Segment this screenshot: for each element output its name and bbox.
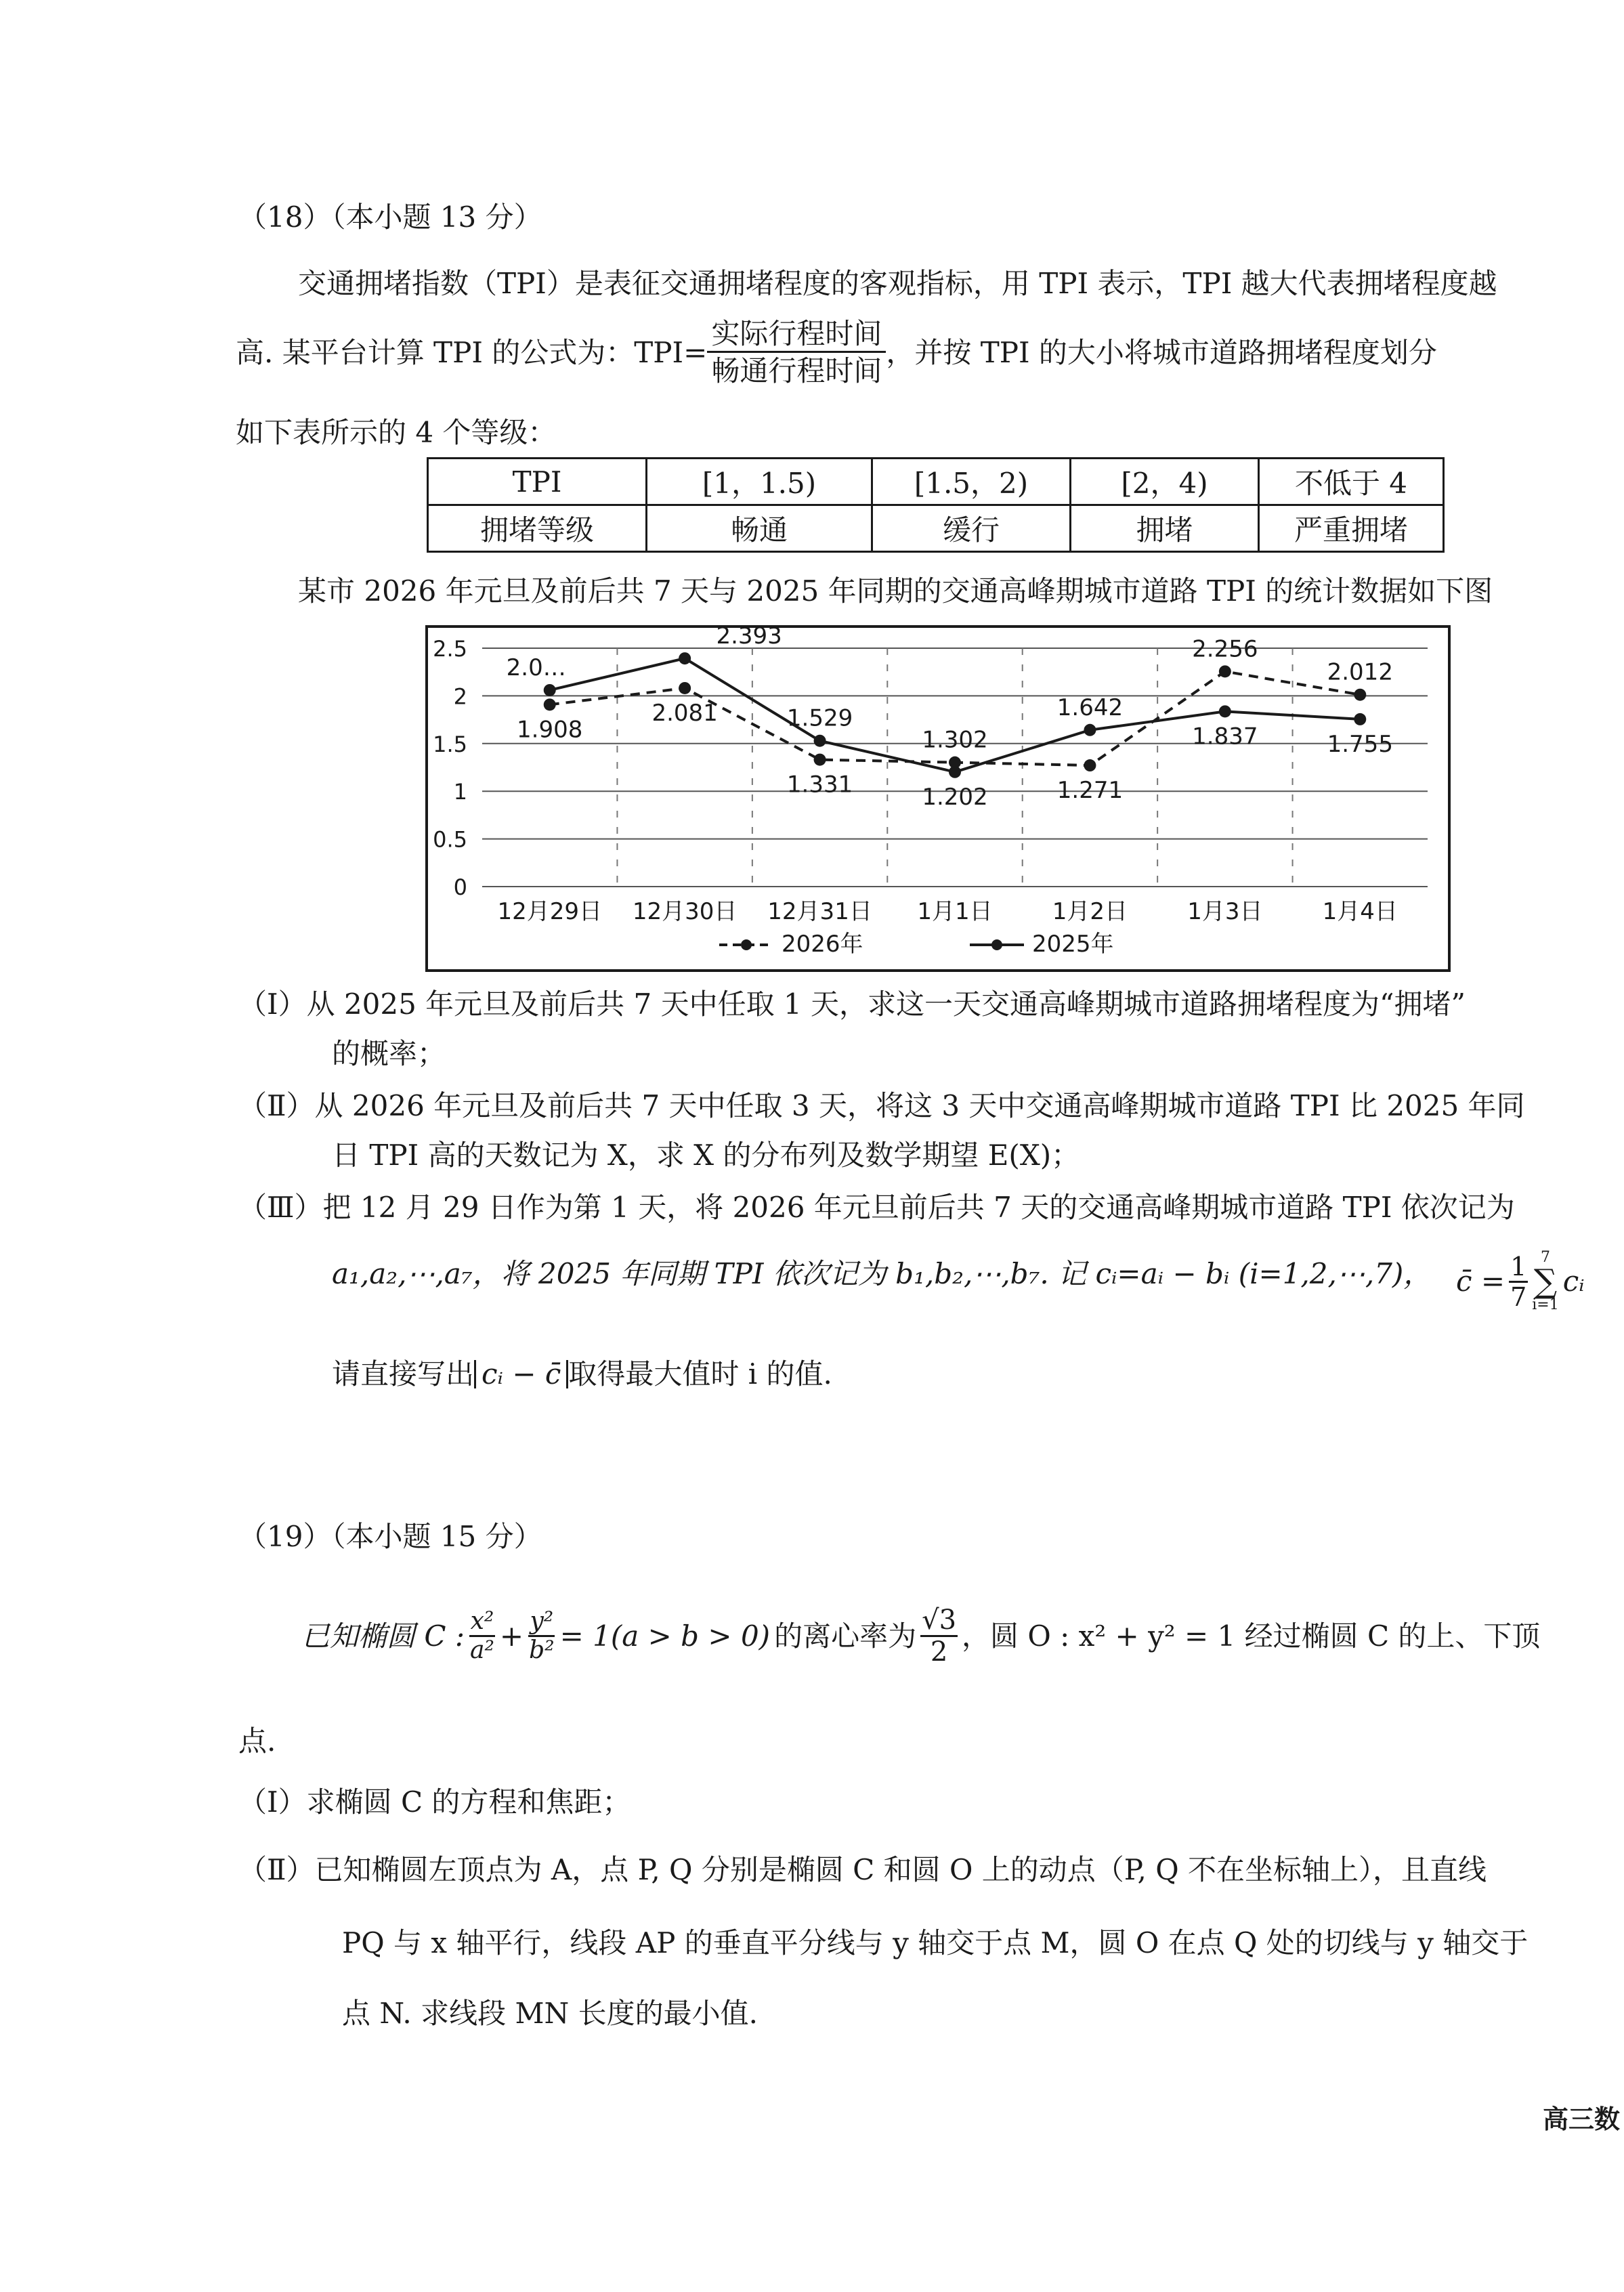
table-cell: 拥堵等级 [428,505,647,552]
sum-upper: 7 [1541,1249,1550,1266]
q18-intro-line3: 如下表所示的 4 个等级： [236,416,557,449]
abs-expression: cᵢ − c̄ [474,1360,568,1388]
plus-sign: + [499,1619,524,1653]
data-point [1219,665,1231,677]
circle-text: ，圆 O : x² + y² = 1 经过椭圆 C 的上、下顶 [962,1619,1541,1653]
x-squared: x² [469,1609,496,1637]
q18-formula-line [236,317,1437,387]
ask-suffix: 取得最大值时 i 的值. [568,1357,832,1391]
ellipse-label: 已知椭圆 C : [301,1619,465,1653]
sigma-symbol: ∑ [1533,1262,1558,1300]
legend-marker [741,939,752,950]
equation-tail: = 1(a > b > 0) [559,1619,771,1653]
q19-part2-line1: （Ⅱ）已知椭圆左顶点为 A，点 P, Q 分别是椭圆 C 和圆 O 上的动点（P, Q 不在坐标轴上），且直线 [238,1853,1487,1886]
q18-part1-line2: 的概率； [332,1037,446,1070]
table-cell: 拥堵 [1071,505,1259,552]
data-point [679,682,691,694]
legend-marker [991,939,1002,950]
denominator-two: 2 [930,1636,948,1668]
data-label-2025: 2.0… [506,654,566,681]
y-tick-label: 0.5 [433,826,467,853]
table-row [428,505,1444,552]
y-tick-label: 2.5 [433,636,467,662]
data-label-2026: 1.331 [786,771,853,799]
y-tick-label: 1.5 [433,731,467,757]
fraction-seven: 7 [1510,1281,1527,1312]
y-tick-label: 1 [453,779,467,805]
q18-intro-line2-b: ，并按 TPI 的大小将城市道路拥堵程度划分 [886,335,1437,369]
eccentricity-text: 的离心率为 [774,1619,917,1653]
data-label-2025: 1.529 [786,704,853,732]
c-bar-label: c̄ = [1456,1265,1505,1298]
x-tick-label: 1月4日 [1322,898,1398,925]
x-tick-label: 1月3日 [1187,898,1263,925]
formula-numerator: 实际行程时间 [707,320,886,353]
sum-term: cᵢ [1562,1265,1585,1298]
a-squared: a² [470,1636,494,1664]
data-point [814,754,826,766]
data-label-2025: 1.837 [1192,723,1258,750]
eccentricity-fraction [920,1605,958,1668]
q19-heading: （19）（本小题 15 分） [238,1520,542,1553]
table-cell: [2，4) [1071,459,1259,505]
q18-part3-sequence: a₁,a₂,⋯,a₇，将 2025 年同期 TPI 依次记为 b₁,b₂,⋯,b₇. 记 cᵢ=aᵢ − bᵢ (i=1,2,⋯,7)， [332,1257,1432,1290]
q18-part2-line1: （Ⅱ）从 2026 年元旦及前后共 7 天中任取 3 天，将这 3 天中交通高峰期城市道路 TPI 比 2025 年同 [238,1089,1525,1122]
formula-denominator: 畅通行程时间 [711,354,882,387]
data-label-2025: 1.755 [1327,730,1393,758]
q18-heading: （18）（本小题 13 分） [238,200,542,234]
page-footer: 高三数 [1543,2104,1621,2134]
data-point [544,698,556,710]
data-point [1084,724,1096,736]
q18-part1-line1: （Ⅰ）从 2025 年元旦及前后共 7 天中任取 1 天，求这一天交通高峰期城市道路拥堵程度为“拥堵” [238,988,1466,1021]
tpi-line-chart [425,625,1451,972]
q18-chart-intro: 某市 2026 年元旦及前后共 7 天与 2025 年同期的交通高峰期城市道路 TPI 的统计数据如下图 [298,574,1493,608]
data-point [544,684,556,696]
data-label-2026: 1.302 [922,726,988,754]
data-label-2025: 1.202 [922,783,988,811]
data-label-2026: 1.908 [517,716,583,744]
tpi-grade-table [427,457,1445,553]
x-tick-label: 12月30日 [632,898,738,925]
data-point [1219,705,1231,717]
data-label-2025: 2.393 [716,628,782,650]
table-cell: [1，1.5) [647,459,872,505]
c-bar-definition [1456,1250,1585,1313]
table-row [428,459,1444,505]
q19-part2-line3: 点 N. 求线段 MN 长度的最小值. [342,1997,758,2030]
fraction-one: 1 [1510,1251,1527,1281]
y-tick-label: 2 [453,683,467,710]
summation [1532,1250,1558,1313]
data-label-2026: 2.081 [651,699,718,727]
q18-intro-line2-a: 高. 某平台计算 TPI 的公式为：TPI= [236,335,708,369]
data-point [814,735,826,747]
q19-ellipse-line [301,1605,1541,1668]
x-tick-label: 1月2日 [1052,898,1128,925]
x-tick-label: 1月1日 [917,898,993,925]
q19-part2-line2: PQ 与 x 轴平行，线段 AP 的垂直平分线与 y 轴交于点 M，圆 O 在点 Q 处的切线与 y 轴交于 [342,1926,1529,1959]
table-cell: 不低于 4 [1259,459,1444,505]
table-cell: 缓行 [872,505,1071,552]
x-over-a-fraction [469,1609,496,1663]
legend-label: 2025年 [1032,931,1114,958]
data-point [1354,689,1366,701]
data-point [949,766,961,778]
table-cell: TPI [428,459,647,505]
table-cell: [1.5，2) [872,459,1071,505]
x-tick-label: 12月29日 [497,898,602,925]
sqrt-three: √3 [922,1605,957,1636]
tpi-formula-fraction [707,317,886,387]
table-cell: 畅通 [647,505,872,552]
ask-prefix: 请直接写出 [332,1357,475,1391]
b-squared: b² [529,1636,555,1664]
q19-part1: （Ⅰ）求椭圆 C 的方程和焦距； [238,1785,631,1819]
data-label-2025: 1.642 [1056,694,1124,721]
one-seventh-fraction [1509,1251,1528,1312]
q18-part3-ask [332,1357,832,1391]
data-label-2026: 2.012 [1327,658,1393,686]
q18-intro-line1: 交通拥堵指数（TPI）是表征交通拥堵程度的客观指标，用 TPI 表示，TPI 越大代表拥堵程度越 [298,267,1497,300]
chart-svg [428,628,1448,969]
data-point [679,652,691,664]
y-over-b-fraction [528,1609,555,1663]
x-tick-label: 12月31日 [767,898,872,925]
sum-lower: i=1 [1532,1296,1559,1313]
y-tick-label: 0 [453,874,467,900]
y-squared: y² [528,1609,555,1637]
q18-part2-line2: 日 TPI 高的天数记为 X，求 X 的分布列及数学期望 E(X)； [332,1139,1080,1172]
data-point [1354,713,1366,725]
legend-label: 2026年 [782,931,863,958]
q19-line2: 点. [238,1724,276,1758]
table-cell: 严重拥堵 [1259,505,1444,552]
data-label-2026: 2.256 [1192,635,1258,663]
data-point [1084,759,1096,771]
q18-part3-line1: （Ⅲ）把 12 月 29 日作为第 1 天，将 2026 年元旦前后共 7 天的交通高峰期城市道路 TPI 依次记为 [238,1191,1515,1224]
data-label-2026: 1.271 [1056,777,1124,805]
